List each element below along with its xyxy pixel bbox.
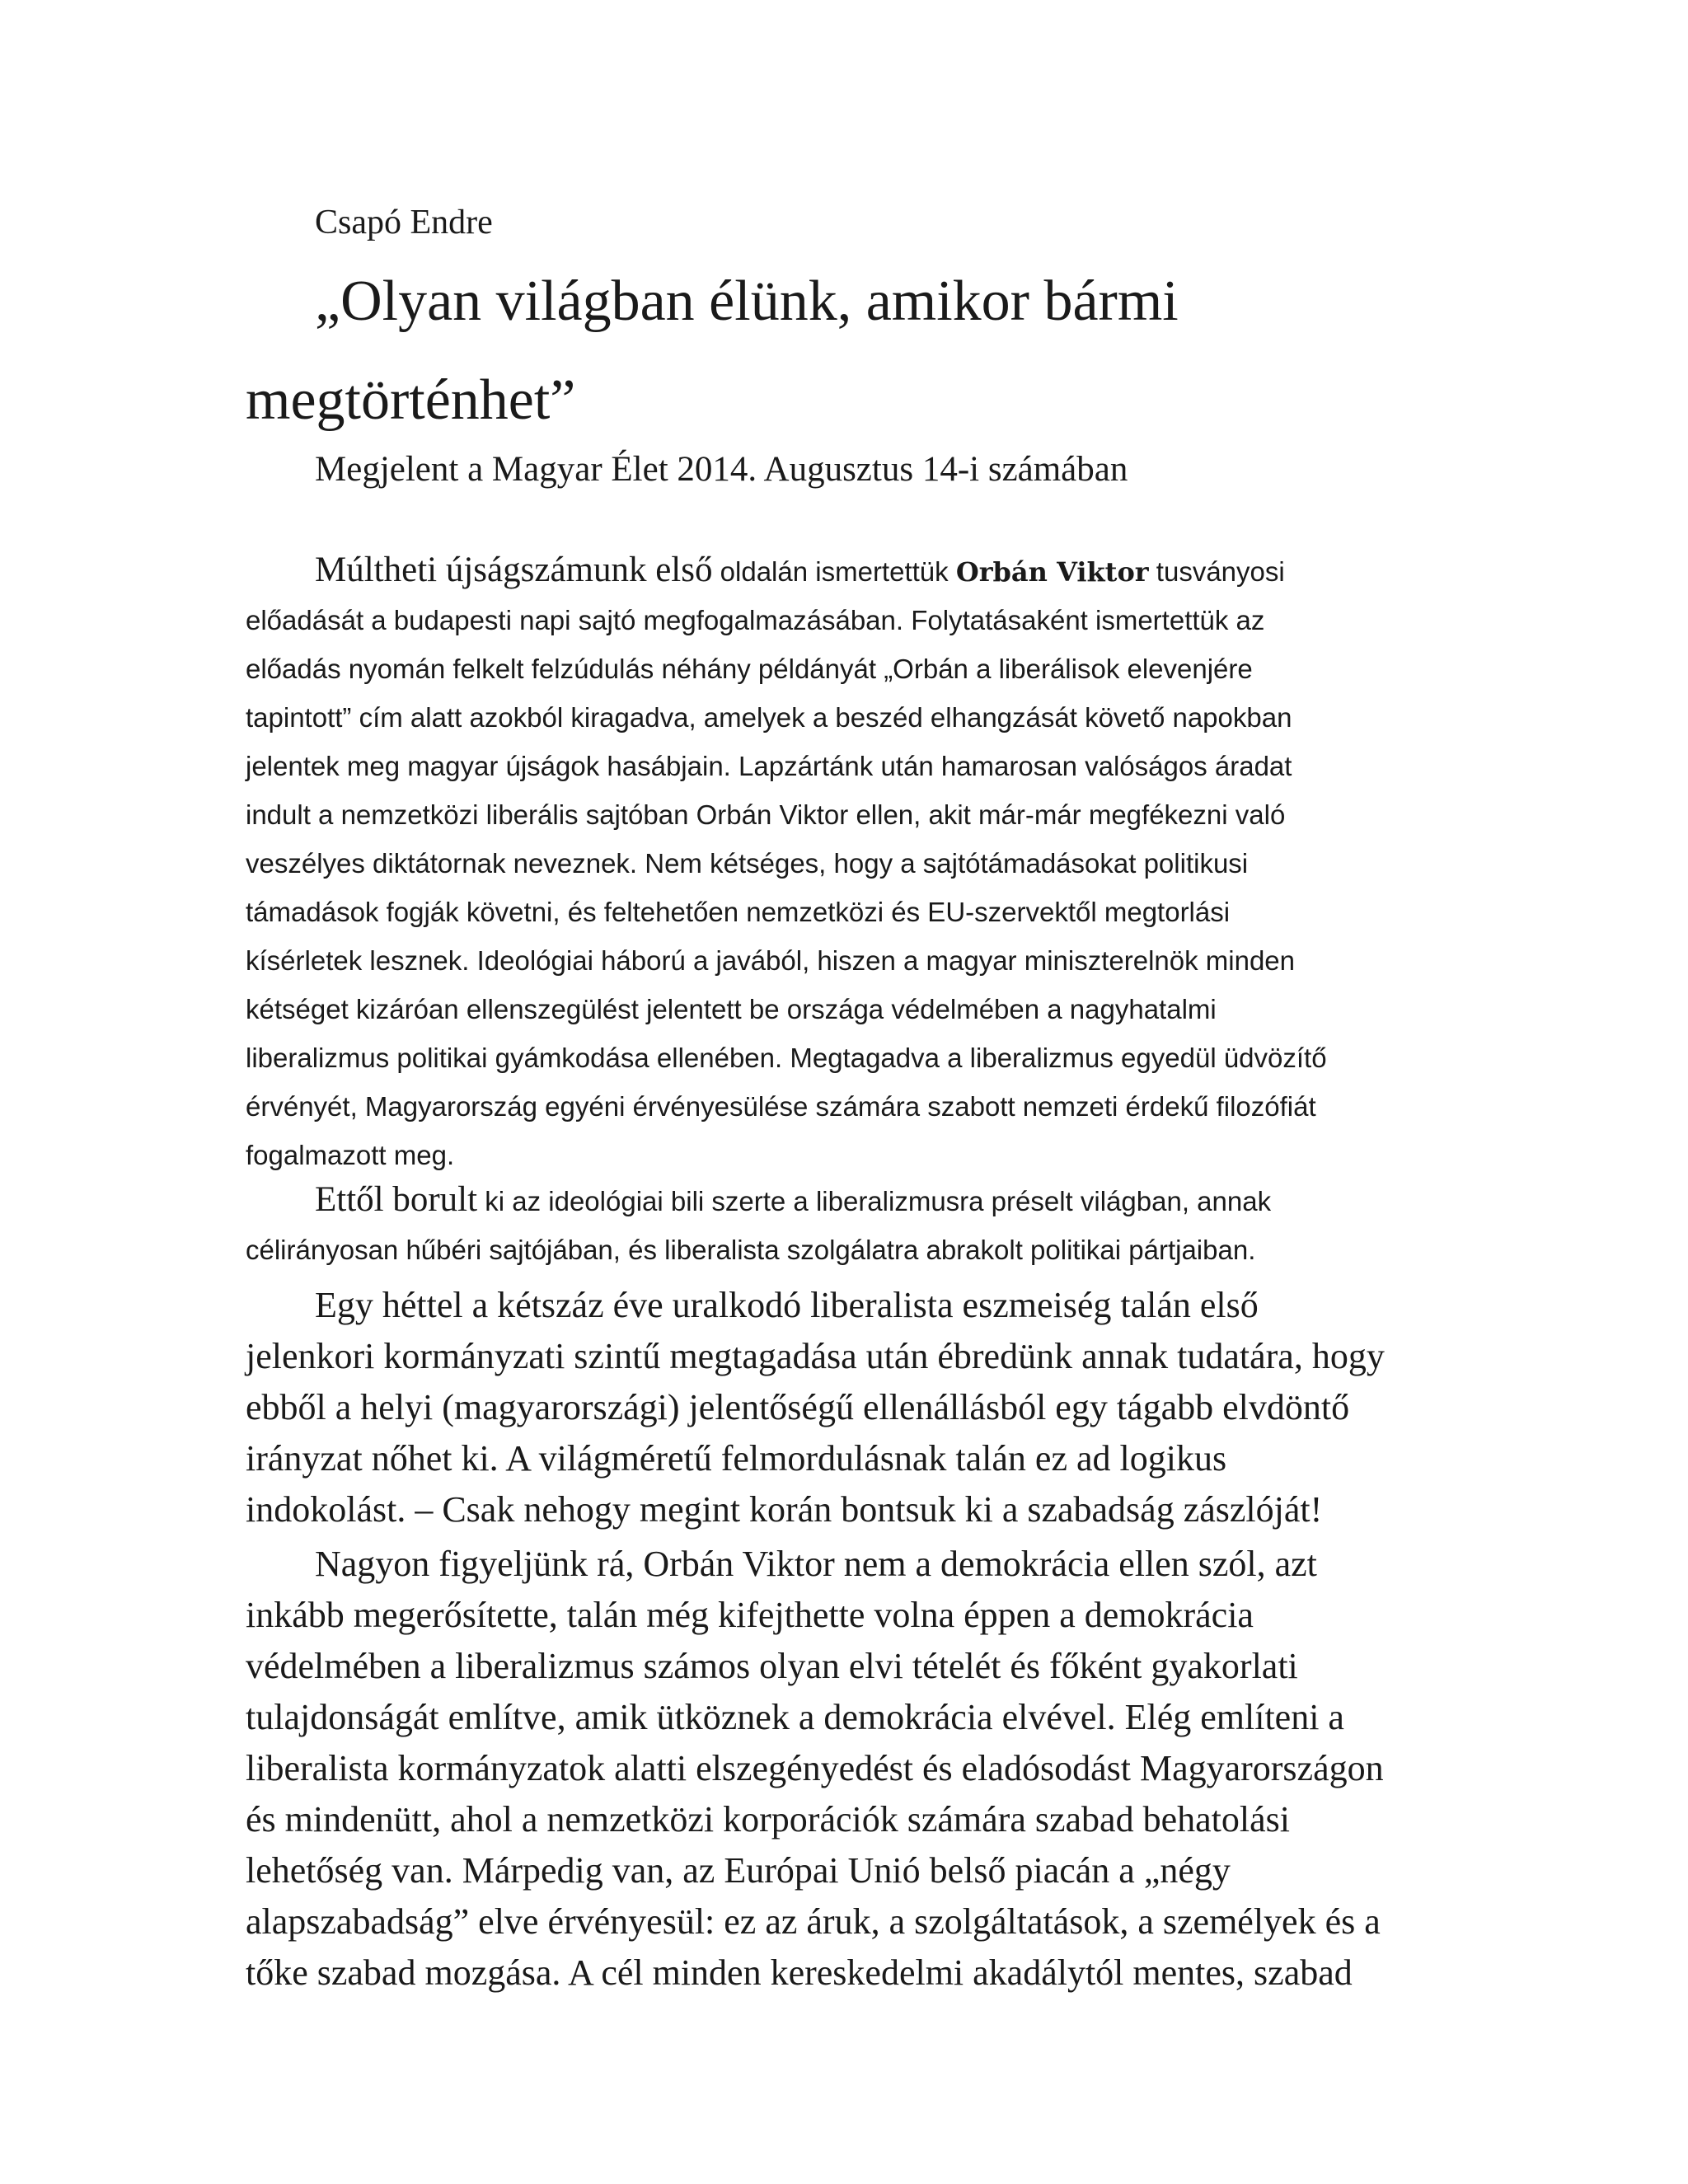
paragraph-1-line: kísérletek lesznek. Ideológiai háború a javából, hiszen a magyar miniszterelnök minden [246,945,1296,976]
text-run: ki az ideológiai bili szerte a liberalizmusra préselt világban, annak [477,1186,1272,1216]
paragraph-2-line: célirányosan hűbéri sajtójában, és liberalista szolgálatra abrakolt politikai pártjaiban. [246,1235,1256,1265]
article-title-line-1: „Olyan világban élünk, amikor bármi [315,269,1179,333]
paragraph-3-line: Egy héttel a kétszáz éve uralkodó liberalista eszmeiség talán első [315,1285,1259,1325]
paragraph-3-line: indokolást. – Csak nehogy megint korán bontsuk ki a szabadság zászlóját! [246,1489,1323,1530]
text-run: oldalán ismertettük [712,556,956,587]
paragraph-4-line: védelmében a liberalizmus számos olyan elvi tételét és főként gyakorlati [246,1646,1298,1686]
paragraph-1-line: előadás nyomán felkelt felzúdulás néhány példányát „Orbán a liberálisok elevenjére [246,654,1253,684]
paragraph-1-line: liberalizmus politikai gyámkodása ellenében. Megtagadva a liberalizmus egyedül üdvözítő [246,1043,1327,1073]
paragraph-1-line: jelentek meg magyar újságok hasábjain. Lapzártánk után hamarosan valóságos áradat [246,751,1292,781]
text-run: Ettől borult [315,1180,478,1219]
paragraph-4-line: tőke szabad mozgása. A cél minden kereskedelmi akadálytól mentes, szabad [246,1952,1353,1993]
paragraph-2-line [315,1177,1271,1230]
publication-note: Megjelent a Magyar Élet 2014. Augusztus 14-i számában [315,450,1128,489]
paragraph-4-line: és mindenütt, ahol a nemzetközi korporációk számára szabad behatolási [246,1799,1290,1840]
paragraph-1-line: fogalmazott meg. [246,1140,455,1170]
paragraph-4-line: tulajdonságát említve, amik ütköznek a demokrácia elvével. Elég említeni a [246,1697,1344,1737]
paragraph-4-line: alapszabadság” elve érvényesül: ez az áruk, a szolgáltatások, a személyek és a [246,1901,1381,1942]
author-name: Csapó Endre [315,204,493,241]
paragraph-1-line: támadások fogják követni, és feltehetően nemzetközi és EU-szervektől megtorlási [246,897,1231,927]
article-title-line-2: megtörténhet” [246,368,576,432]
text-run: Múltheti újságszámunk első [315,551,713,589]
paragraph-1-line: kétséget kizáróan ellenszegülést jelentett be országa védelmében a nagyhatalmi [246,994,1217,1024]
paragraph-4-line: inkább megerősítette, talán még kifejthette volna éppen a demokrácia [246,1595,1254,1635]
paragraph-1-line: indult a nemzetközi liberális sajtóban Orbán Viktor ellen, akit már-már megfékezni való [246,799,1286,830]
paragraph-1-line [315,546,1285,602]
text-run: tusványosi [1148,556,1285,587]
paragraph-1-line: veszélyes diktátornak neveznek. Nem kétséges, hogy a sajtótámadásokat politikusi [246,848,1249,879]
paragraph-3-line: irányzat nőhet ki. A világméretű felmordulásnak talán ez ad logikus [246,1438,1227,1479]
paragraph-1-line: tapintott” cím alatt azokból kiragadva, amelyek a beszéd elhangzását követő napokban [246,702,1292,733]
paragraph-3-line: ebből a helyi (magyarországi) jelentőségű ellenállásból egy tágabb elvdöntő [246,1387,1350,1427]
paragraph-3-line: jelenkori kormányzati szintű megtagadása után ébredünk annak tudatára, hogy [246,1336,1385,1376]
paragraph-4-line: Nagyon figyeljünk rá, Orbán Viktor nem a demokrácia ellen szól, azt [315,1544,1317,1584]
paragraph-4-line: lehetőség van. Márpedig van, az Európai Unió belső piacán a „négy [246,1850,1231,1891]
paragraph-1-line: előadását a budapesti napi sajtó megfogalmazásában. Folytatásaként ismertettük az [246,605,1265,635]
paragraph-4-line: liberalista kormányzatok alatti elszegényedést és eladósodást Magyarországon [246,1748,1384,1788]
paragraph-1-line: érvényét, Magyarország egyéni érvényesülése számára szabott nemzeti érdekű filozófiát [246,1091,1316,1122]
person-name: Orbán Viktor [955,556,1149,588]
